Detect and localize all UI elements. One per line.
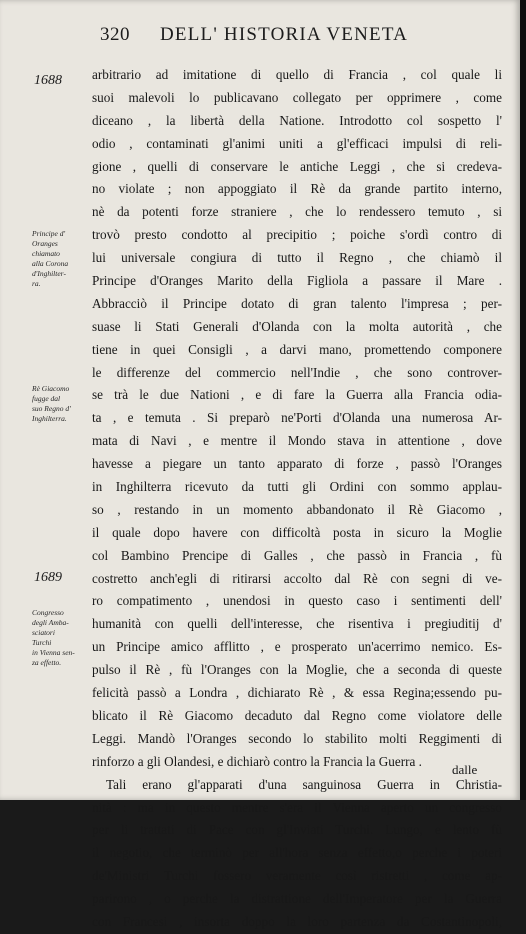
side-note-line: sciatori: [32, 628, 55, 637]
text-line: ta , e temuta . Si preparò ne'Porti d'Olanda una numerosa Ar-: [92, 410, 502, 426]
scan-edge: [520, 0, 526, 800]
text-line: lui universale congiura di tutto il Regno , che chiamò il: [92, 250, 502, 266]
margin-year: 1689: [34, 570, 62, 585]
text-line: havesse a piegare un tanto apparato di forze , passò l'Oranges: [92, 456, 502, 472]
text-line: con Francesi , insorta doppo la loro partenza da Costantinopoli,: [92, 913, 502, 929]
side-note-line: suo Regno d': [32, 404, 71, 413]
side-note: [32, 608, 88, 668]
text-line: Principe d'Oranges Marito della Figliola a passare il Mare .: [92, 273, 502, 289]
text-line: un Principe amico afflitto , e prosperato un'acerrimo nemico. Es-: [92, 639, 502, 655]
text-line: odio , contaminati gl'animi uniti a gl'efficaci impulsi di reli-: [92, 135, 502, 151]
text-line: diceano , la libertà della Natione. Introdotto col sospetto l': [92, 112, 502, 128]
side-note-line: chiamato: [32, 249, 60, 258]
text-line: mata di Navi , e mentre il Mondo stava in attentione , dove: [92, 433, 502, 449]
text-line: il quale dopo havere con difficoltà posta in sicuro la Moglie: [92, 524, 502, 540]
text-line: felicità passò a Londra , dichiarato Rè , & essa Regina;essendo pu-: [92, 685, 502, 701]
body-text: [92, 64, 502, 934]
text-line: ro compatimento , unendosi in questo caso i sentimenti dell': [92, 593, 502, 609]
text-line: le differenze del commercio nell'Indie , che sono controver-: [92, 364, 502, 380]
text-line: in Inghilterra ricevuto da tutti gli Ordini con sommo applau-: [92, 479, 502, 495]
catchword: dalle: [452, 762, 478, 777]
text-line: Abbracciò il Principe dotato di gran talento l'impresa ; per-: [92, 295, 502, 311]
running-title: DELL' HISTORIA VENETA: [160, 24, 409, 45]
side-note-line: Oranges: [32, 239, 58, 248]
text-line: col Bambino Prencipe di Galles , che passò in Francia , fù: [92, 547, 502, 563]
margin-year: 1688: [34, 73, 62, 88]
text-line: nità : ma in questo mentre s'era il Vienna aperto un congresso: [92, 799, 502, 815]
side-note-line: degli Amba-: [32, 618, 69, 627]
text-line: suoi malevoli lo publicavano collegato per opprimere , come: [92, 89, 502, 105]
text-line: rinforzo a gli Olandesi, e dichiarò contro la Francia la Guerra .: [92, 753, 422, 769]
side-note-line: fugge dal: [32, 394, 61, 403]
text-line: suase li Stati Generali d'Olanda con la molta autorità , che: [92, 318, 502, 334]
text-line: so , restando in un momento abbandonato il Rè Giacomo ,: [92, 501, 502, 517]
text-line: de'Ministri Turchi fossero veramente così ristretti , come ap-: [92, 868, 502, 884]
text-line: se trà le due Nationi , e di fare la Guerra alla Francia odia-: [92, 387, 502, 403]
text-line: per li trattati di Pace con gl'Inviati Turchi. Lungo, e lento fù: [92, 822, 502, 838]
text-line: trovò presto condotto al precipitio ; poiche s'ordì contro di: [92, 227, 502, 243]
text-line: parirono , o perche la distrattione dell'Imperatore per la Guerra: [92, 891, 502, 907]
text-line: blicato il Rè Giacomo decaduto dal Regno come violatore delle: [92, 707, 502, 723]
text-line: il negotio, che terminò per all'hora senza effetto,o perche i poteri: [92, 845, 502, 861]
text-line: arbitrario ad imitatione di quello di Francia , col quale li: [92, 67, 502, 82]
text-line: nè da potenti forze straniere , che lo rendessero temuto , si: [92, 204, 502, 220]
text-line: Tali erano gl'apparati d'una sanguinosa Guerra in Christia-: [106, 776, 502, 792]
text-line: Leggi. Mandò l'Oranges secondo lo stabilito molti Reggimenti di: [92, 730, 502, 746]
text-line: gione , quelli di conservare le antiche Leggi , che si credeva-: [92, 158, 502, 174]
side-note-line: Turchi: [32, 638, 52, 647]
page-number: 320: [100, 24, 130, 45]
side-note-line: d'Inghilter-: [32, 269, 66, 278]
text-line: tiene in quei Consigli , a darvi mano, promettendo componere: [92, 341, 502, 357]
side-note-line: ra.: [32, 279, 41, 288]
side-note-line: Inghilterra.: [32, 414, 67, 423]
side-note-line: Congresso: [32, 608, 64, 617]
page-header: [0, 24, 520, 48]
side-note-line: in Vienna sen-: [32, 648, 75, 657]
text-line: pulso il Rè , fù l'Oranges con la Moglie, che a seconda di queste: [92, 662, 502, 678]
text-line: humanità con quelli dell'interesse, che risentiva i pregiuditij d': [92, 616, 502, 632]
side-note: [32, 229, 88, 289]
text-line: costretto anch'egli di ritirarsi accolto dal Rè con segni di ve-: [92, 570, 502, 586]
text-line: no violate ; non appoggiato il Rè da grande partito interno,: [92, 181, 502, 197]
side-note-line: za effetto.: [32, 658, 62, 667]
side-note-line: Rè Giacomo: [32, 384, 70, 393]
side-note-line: alla Corona: [32, 259, 69, 268]
side-note-line: Principe d': [32, 229, 66, 238]
side-note: [32, 384, 88, 424]
